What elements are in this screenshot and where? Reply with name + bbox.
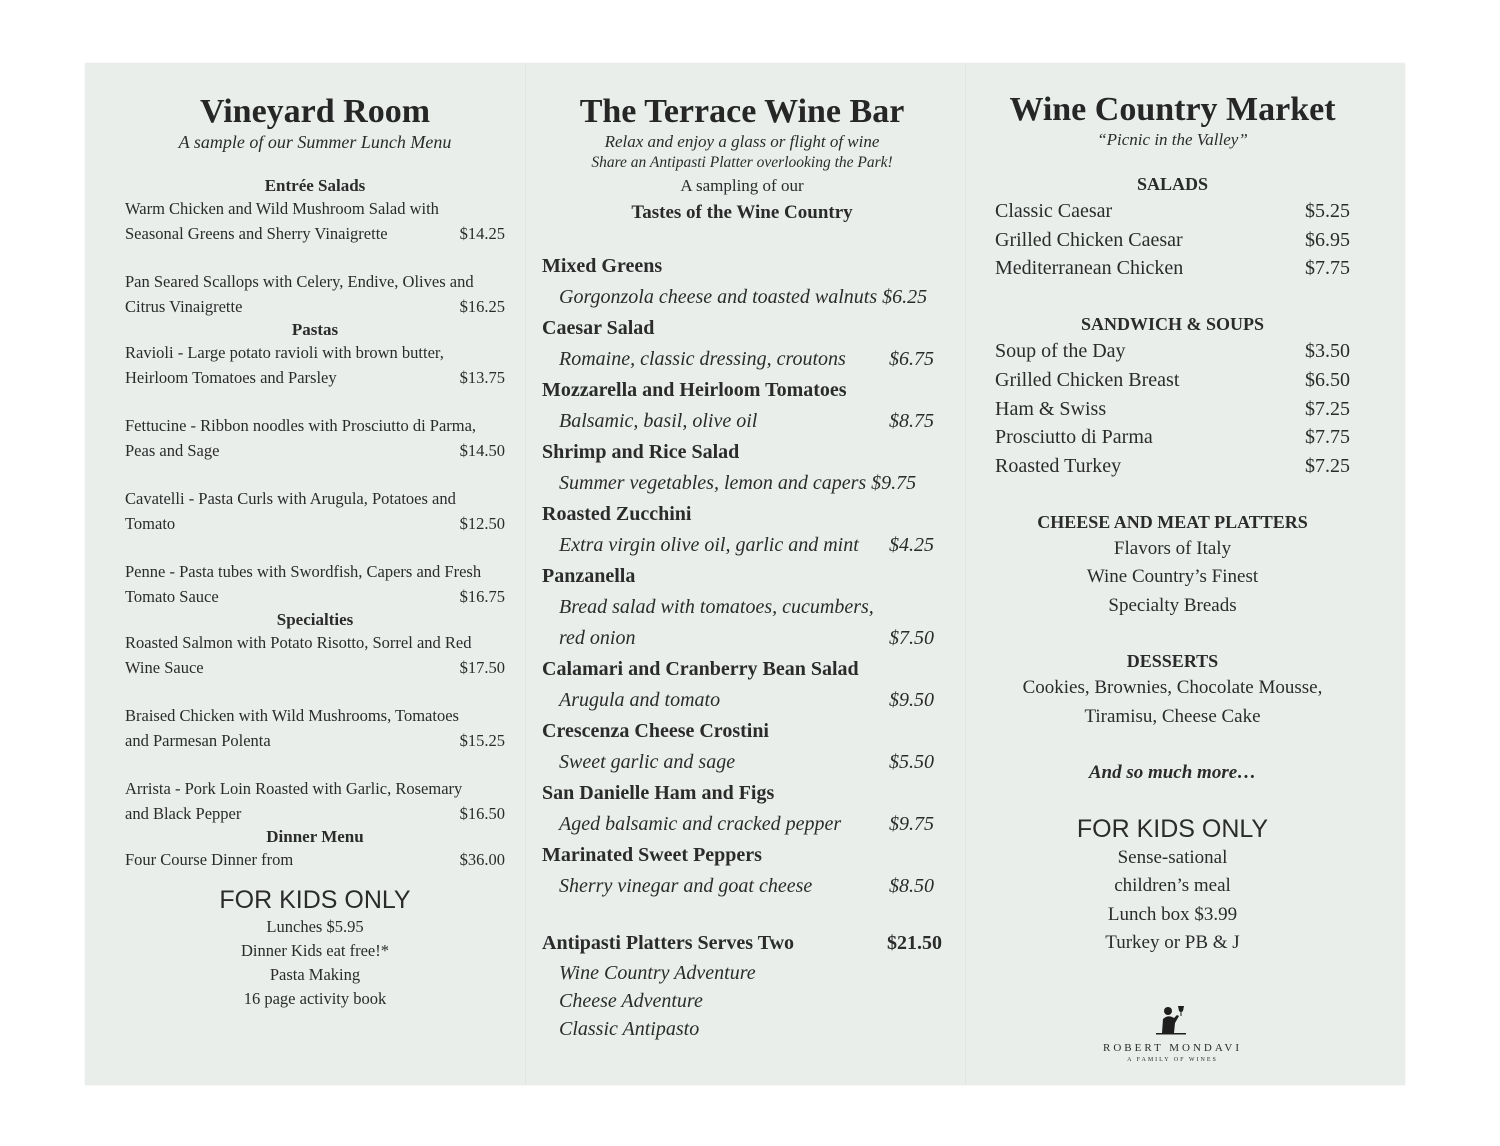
item-description: Summer vegetables, lemon and capers $9.75 [559,472,917,494]
menu-item: Soup of the Day $3.50 [995,337,1350,366]
item-description: and Black Pepper [125,803,242,823]
kids-heading: FOR KIDS ONLY [1076,814,1269,843]
kids-line: Pasta Making [269,964,361,984]
item-description: Balsamic, basil, olive oil $8.75 [542,406,942,437]
menu-item [125,560,505,609]
vineyard-room-title: Vineyard Room [199,93,431,130]
tastes-heading: Tastes of the Wine Country [631,202,853,223]
item-price: $4.25 [889,534,934,556]
dessert-line: Tiramisu, Cheese Cake [1084,705,1261,727]
item-name: Marinated Sweet Peppers [542,844,762,866]
menu-item: Classic Caesar $5.25 [995,197,1350,226]
item-price: $7.25 [1305,397,1350,420]
item-name: Shrimp and Rice Salad [542,441,740,463]
item-price: $5.50 [889,751,934,773]
kids-line: Lunch box $3.99 [1107,903,1238,925]
kids-line: 16 page activity book [243,988,387,1008]
antipasti-platter [542,928,942,1043]
item-description: Sherry vinegar and goat cheese $8.50 [542,871,942,902]
item-price: $8.75 [889,410,934,432]
market-title: Wine Country Market [1009,91,1336,128]
item-description: Gorgonzola cheese and toasted walnuts $6.25 [559,286,928,308]
platter-title: Antipasti Platters Serves Two [542,932,795,954]
fold-line [965,63,966,1085]
item-price: $7.50 [889,627,934,649]
item-name: Caesar Salad [542,317,655,339]
item-description: red onion $7.50 [542,623,942,654]
menu-item [542,375,942,437]
kids-line: Dinner Kids eat free!* [241,940,389,960]
menu-item [125,777,505,826]
item-description: Bread salad with tomatoes, cucumbers, [559,596,874,618]
menu-item [542,654,942,716]
item-name: Calamari and Cranberry Bean Salad [542,658,859,680]
wine-glass-figure-icon [1153,1003,1193,1035]
item-description: Tomato [125,513,176,533]
item-description: Cavatelli - Pasta Curls with Arugula, Potatoes and [125,489,456,508]
menu-item [125,197,505,246]
desserts-heading: DESSERTS [1126,651,1219,672]
item-description: Extra virgin olive oil, garlic and mint $4.25 [542,530,942,561]
platter-option: Wine Country’s Finest [1086,566,1259,588]
platter-option: Specialty Breads [1108,594,1237,616]
menu-item: Grilled Chicken Caesar $6.95 [995,226,1350,255]
item-price: $13.75 [459,367,505,387]
fold-line [525,63,526,1085]
item-price: $5.25 [1305,200,1350,222]
menu-item [125,704,505,753]
item-description: Pan Seared Scallops with Celery, Endive, Olives and [125,272,474,291]
menu-item [542,437,942,499]
item-name: Mozzarella and Heirloom Tomatoes [542,379,847,401]
menu-item [542,499,942,561]
menu-item [542,840,942,902]
item-description: Braised Chicken with Wild Mushrooms, Tomatoes [125,706,459,725]
item-price: $9.50 [889,689,934,711]
terrace-tagline: Relax and enjoy a glass or flight of wine [604,132,880,151]
kids-heading: FOR KIDS ONLY [219,885,411,914]
robert-mondavi-logo [995,1003,1350,1063]
market-panel [995,63,1350,1063]
item-price: $6.75 [889,348,934,370]
item-description: and Parmesan Polenta [125,730,271,750]
menu-item: Prosciutto di Parma $7.75 [995,423,1350,452]
dessert-line: Cookies, Brownies, Chocolate Mousse, [1022,677,1323,699]
pastas-heading: Pastas [291,320,339,339]
kids-line: Sense-sational [1117,846,1228,868]
item-price: $16.25 [459,296,505,316]
item-description: Warm Chicken and Wild Mushroom Salad with [125,199,439,218]
item-price: $6.50 [1305,368,1350,391]
item-price: $16.75 [459,586,505,606]
menu-item [125,631,505,680]
logo-name: ROBERT MONDAVI [1102,1042,1243,1054]
terrace-panel [542,63,942,1043]
salads-heading: SALADS [1136,174,1209,194]
sandwich-heading: SANDWICH & SOUPS [1080,314,1265,335]
platter-option: Cheese Adventure [559,990,703,1012]
menu-item [125,487,505,536]
menu-item [542,313,942,375]
item-description: Seasonal Greens and Sherry Vinaigrette [125,223,388,243]
entree-salads-heading: Entrée Salads [264,176,366,195]
dinner-menu-heading: Dinner Menu [266,827,364,846]
platters-heading: CHEESE AND MEAT PLATTERS [1037,511,1308,532]
item-price: $7.75 [1305,257,1350,280]
item-description: Fettucine - Ribbon noodles with Prosciutto di Parma, [125,416,477,435]
menu-item [542,251,942,313]
item-name: San Danielle Ham and Figs [542,782,775,804]
menu-item [125,414,505,463]
item-name: Roasted Zucchini [542,503,692,525]
item-description: Ravioli - Large potato ravioli with brown butter, [125,343,444,362]
kids-line: Lunches $5.95 [266,916,364,936]
sampling-text: A sampling of our [680,176,804,195]
platter-option: Flavors of Italy [1113,537,1232,559]
platter-option: Classic Antipasto [559,1018,700,1040]
item-description: Aged balsamic and cracked pepper $9.75 [542,809,942,840]
kids-line: Turkey or PB & J [1105,932,1240,954]
item-price: $36.00 [459,850,505,869]
menu-item [542,778,942,840]
item-price: $6.95 [1305,228,1350,251]
item-description: Roasted Salmon with Potato Risotto, Sorrel and Red [125,633,472,652]
item-price: $9.75 [889,813,934,835]
kids-line: children’s meal [1114,875,1231,897]
menu-item: Mediterranean Chicken $7.75 [995,254,1350,283]
menu-sheet [85,63,1405,1085]
item-description: Penne - Pasta tubes with Swordfish, Capers and Fresh [125,562,482,581]
item-price: $14.50 [459,440,505,460]
item-price: $7.75 [1305,426,1350,449]
item-price: $17.50 [459,657,505,677]
item-name: Panzanella [542,565,636,587]
menu-item [542,561,942,654]
terrace-tagline: Share an Antipasti Platter overlooking the Park! [591,154,893,171]
vineyard-room-subtitle: A sample of our Summer Lunch Menu [178,132,452,152]
item-name: Crescenza Cheese Crostini [542,720,769,742]
item-description: Wine Sauce [125,657,204,677]
menu-item: Grilled Chicken Breast $6.50 [995,366,1350,395]
specialties-heading: Specialties [276,610,354,629]
item-description: Heirloom Tomatoes and Parsley [125,367,337,387]
menu-item [125,341,505,390]
menu-item [125,270,505,319]
more-text: And so much more… [1088,762,1257,784]
logo-tagline: A FAMILY OF WINES [1127,1057,1218,1063]
item-price: $3.50 [1305,340,1350,363]
market-subtitle: “Picnic in the Valley” [1097,130,1248,149]
item-description: Arugula and tomato $9.50 [542,685,942,716]
platter-option: Wine Country Adventure [559,962,756,984]
item-name: Mixed Greens [542,255,663,277]
item-price: $16.50 [459,803,505,823]
item-description: Citrus Vinaigrette [125,296,243,316]
item-description: Romaine, classic dressing, croutons $6.75 [542,344,942,375]
item-price: $15.25 [459,730,505,750]
item-description: Sweet garlic and sage $5.50 [542,747,942,778]
item-price: $7.25 [1305,454,1350,477]
menu-item [125,848,505,873]
item-price: $8.50 [889,875,934,897]
platter-price: $21.50 [887,932,942,954]
item-description: Four Course Dinner from [125,850,294,869]
menu-item: Ham & Swiss $7.25 [995,395,1350,424]
terrace-title: The Terrace Wine Bar [579,93,905,130]
vineyard-room-panel [125,63,505,1011]
item-description: Peas and Sage [125,440,220,460]
item-description: Tomato Sauce [125,586,219,606]
menu-item: Roasted Turkey $7.25 [995,452,1350,481]
item-price: $14.25 [459,223,505,243]
menu-item [542,716,942,778]
item-price: $12.50 [459,513,505,533]
item-description: Arrista - Pork Loin Roasted with Garlic, Rosemary [125,779,463,798]
